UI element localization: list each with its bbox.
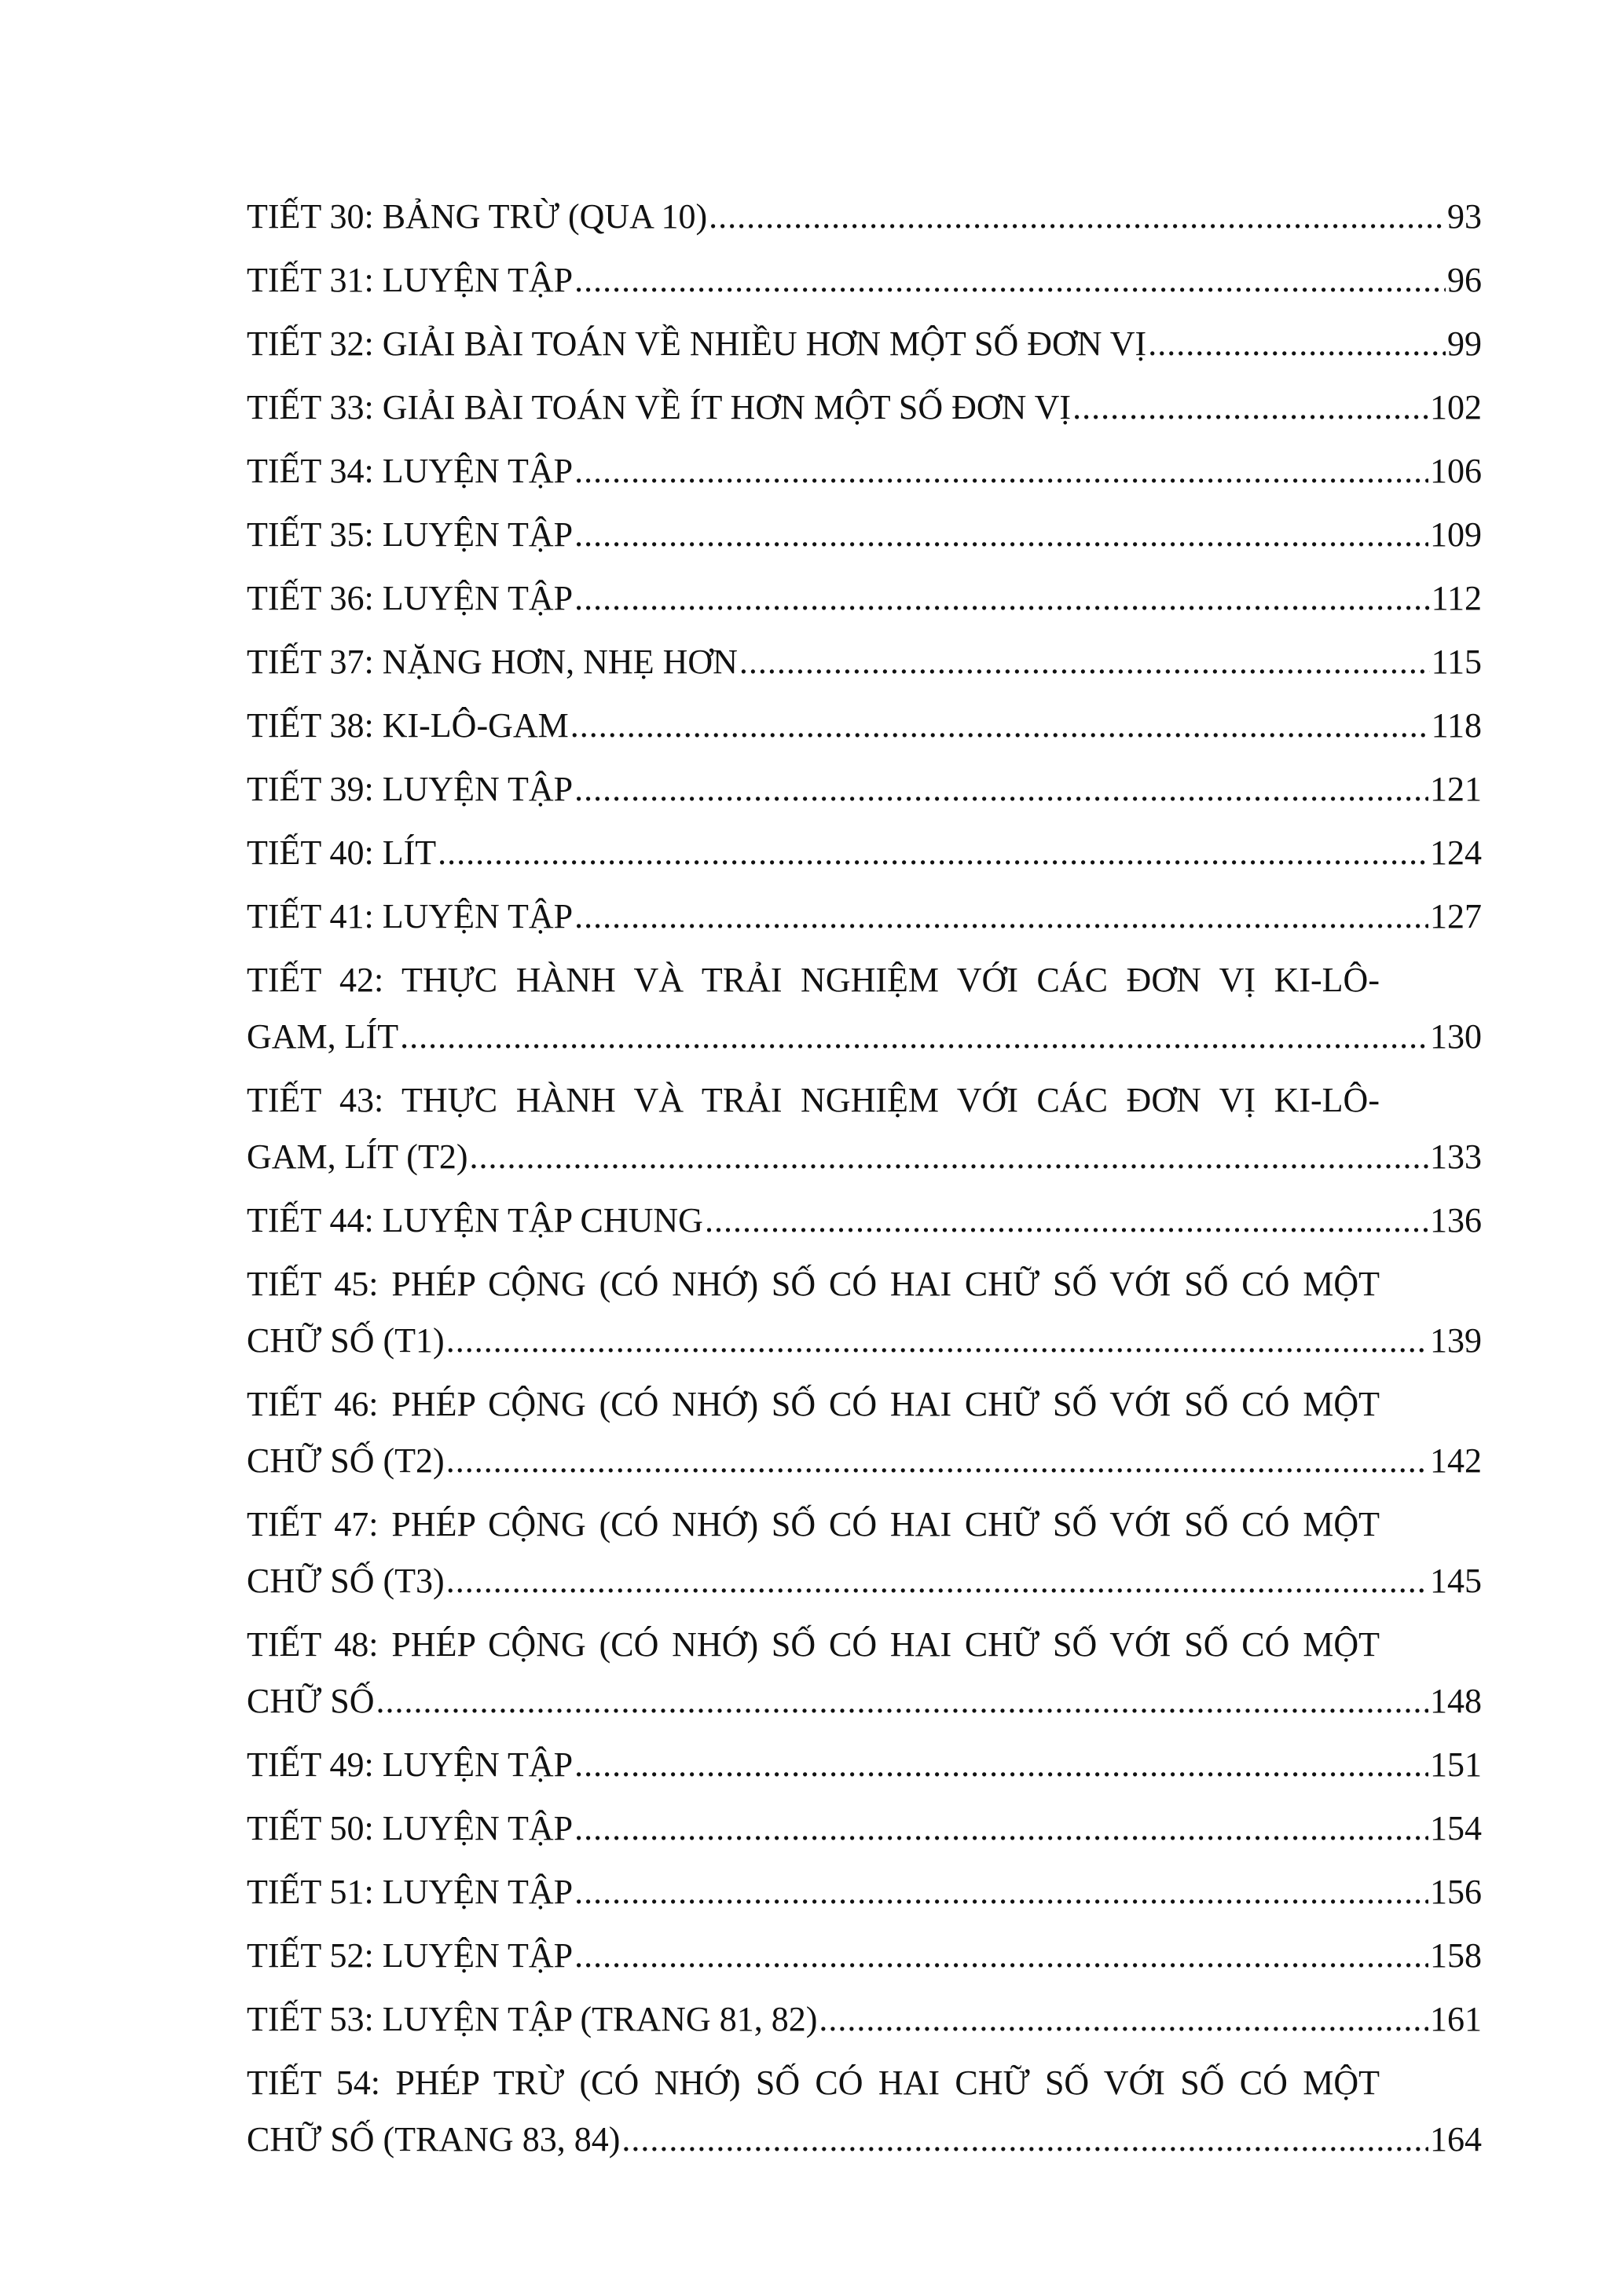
toc-entry[interactable] bbox=[247, 1262, 1482, 1363]
toc-entry-page: 156 bbox=[1430, 1873, 1482, 1911]
dot-leader bbox=[819, 1998, 1428, 2041]
dot-leader bbox=[574, 767, 1428, 811]
toc-entry-title: TIẾT 37: NẶNG HƠN, NHẸ HƠN bbox=[247, 643, 738, 681]
dot-leader bbox=[574, 449, 1428, 493]
toc-entry-title-line2: CHỮ SỐ (T3) bbox=[247, 1562, 445, 1600]
dot-leader bbox=[469, 1135, 1428, 1179]
toc-entry-title-line1: TIẾT 47: PHÉP CỘNG (CÓ NHỚ) SỐ CÓ HAI CHỮ SỐ VỚI SỐ CÓ MỘT bbox=[247, 1505, 1380, 1543]
toc-entry-page: 151 bbox=[1430, 1745, 1482, 1784]
dot-leader bbox=[376, 1679, 1428, 1723]
dot-leader bbox=[574, 1934, 1428, 1978]
toc-entry[interactable] bbox=[247, 2061, 1482, 2162]
toc-entry-title: TIẾT 44: LUYỆN TẬP CHUNG bbox=[247, 1201, 703, 1240]
toc-entry-page: 158 bbox=[1430, 1936, 1482, 1975]
toc-entry-title: TIẾT 49: LUYỆN TẬP bbox=[247, 1745, 574, 1784]
toc-entry-page: 109 bbox=[1430, 515, 1482, 554]
toc-entry-page: 136 bbox=[1430, 1201, 1482, 1240]
toc-entry-page: 115 bbox=[1431, 643, 1482, 681]
dot-leader bbox=[739, 640, 1430, 684]
toc-entry-title-line2: GAM, LÍT (T2) bbox=[247, 1137, 468, 1176]
toc-entry-title: TIẾT 40: LÍT bbox=[247, 833, 437, 872]
toc-entry[interactable] bbox=[247, 1807, 1482, 1851]
dot-leader bbox=[446, 1439, 1428, 1483]
toc-entry[interactable] bbox=[247, 1870, 1482, 1914]
toc-entry[interactable] bbox=[247, 1623, 1482, 1723]
toc-entry-page: 161 bbox=[1430, 2000, 1482, 2038]
toc-entry-title-line1: TIẾT 42: THỰC HÀNH VÀ TRẢI NGHIỆM VỚI CÁC ĐƠN VỊ KI-LÔ- bbox=[247, 961, 1380, 999]
dot-leader bbox=[446, 1559, 1428, 1603]
toc-entry[interactable] bbox=[247, 1743, 1482, 1787]
toc-entry-title-line1: TIẾT 54: PHÉP TRỪ (CÓ NHỚ) SỐ CÓ HAI CHỮ SỐ VỚI SỐ CÓ MỘT bbox=[247, 2063, 1380, 2102]
dot-leader bbox=[574, 513, 1428, 557]
toc-entry[interactable] bbox=[247, 386, 1482, 430]
toc-entry-title-line1: TIẾT 45: PHÉP CỘNG (CÓ NHỚ) SỐ CÓ HAI CHỮ SỐ VỚI SỐ CÓ MỘT bbox=[247, 1265, 1380, 1303]
toc-entry-page: 118 bbox=[1431, 706, 1482, 745]
toc-entry-page: 145 bbox=[1430, 1562, 1482, 1600]
toc-entry-title: TIẾT 36: LUYỆN TẬP bbox=[247, 579, 574, 617]
toc-entry[interactable] bbox=[247, 1199, 1482, 1243]
dot-leader bbox=[1072, 386, 1428, 430]
toc-entry[interactable] bbox=[247, 195, 1482, 239]
dot-leader bbox=[574, 577, 1430, 621]
toc-entry-page: 148 bbox=[1430, 1682, 1482, 1720]
toc-entry-title-line2: GAM, LÍT bbox=[247, 1017, 399, 1056]
toc-entry[interactable] bbox=[247, 577, 1482, 621]
dot-leader bbox=[1148, 322, 1446, 366]
toc-entry-page: 133 bbox=[1430, 1137, 1482, 1176]
toc-entry-page: 112 bbox=[1431, 579, 1482, 617]
toc-entry-title: TIẾT 50: LUYỆN TẬP bbox=[247, 1809, 574, 1847]
dot-leader bbox=[570, 704, 1430, 748]
toc-entry-title-line1: TIẾT 43: THỰC HÀNH VÀ TRẢI NGHIỆM VỚI CÁC ĐƠN VỊ KI-LÔ- bbox=[247, 1081, 1380, 1119]
toc-entry-page: 154 bbox=[1430, 1809, 1482, 1847]
toc-entry-title-line2: CHỮ SỐ (TRANG 83, 84) bbox=[247, 2120, 621, 2159]
toc-entry-page: 93 bbox=[1447, 197, 1482, 236]
toc-entry-title: TIẾT 32: GIẢI BÀI TOÁN VỀ NHIỀU HƠN MỘT SỐ ĐƠN VỊ bbox=[247, 324, 1147, 363]
toc-entry[interactable] bbox=[247, 1998, 1482, 2041]
toc-entry[interactable] bbox=[247, 831, 1482, 875]
dot-leader bbox=[574, 895, 1428, 939]
dot-leader bbox=[574, 1870, 1428, 1914]
toc-entry-page: 130 bbox=[1430, 1017, 1482, 1056]
toc-entry-title-line2: CHỮ SỐ bbox=[247, 1682, 375, 1720]
toc-entry-title: TIẾT 30: BẢNG TRỪ (QUA 10) bbox=[247, 197, 708, 236]
toc-entry-title-line2: CHỮ SỐ (T2) bbox=[247, 1441, 445, 1480]
toc-entry-title-line2: CHỮ SỐ (T1) bbox=[247, 1321, 445, 1360]
toc-entry-title: TIẾT 34: LUYỆN TẬP bbox=[247, 452, 574, 490]
toc-entry[interactable] bbox=[247, 449, 1482, 493]
toc-entry-title: TIẾT 51: LUYỆN TẬP bbox=[247, 1873, 574, 1911]
toc-entry-page: 121 bbox=[1430, 770, 1482, 808]
toc-entry[interactable] bbox=[247, 1078, 1482, 1179]
toc-entry-title: TIẾT 33: GIẢI BÀI TOÁN VỀ ÍT HƠN MỘT SỐ ĐƠN VỊ bbox=[247, 388, 1072, 427]
dot-leader bbox=[574, 1743, 1428, 1787]
toc-entry[interactable] bbox=[247, 895, 1482, 939]
toc-entry-title: TIẾT 35: LUYỆN TẬP bbox=[247, 515, 574, 554]
toc-entry-page: 124 bbox=[1430, 833, 1482, 872]
toc-entry-page: 127 bbox=[1430, 897, 1482, 936]
toc-entry[interactable] bbox=[247, 958, 1482, 1059]
dot-leader bbox=[574, 1807, 1428, 1851]
toc-entry[interactable] bbox=[247, 513, 1482, 557]
toc-entry-page: 99 bbox=[1447, 324, 1482, 363]
table-of-contents bbox=[247, 195, 1482, 2181]
toc-entry[interactable] bbox=[247, 322, 1482, 366]
toc-entry-page: 164 bbox=[1430, 2120, 1482, 2159]
toc-entry-title: TIẾT 38: KI-LÔ-GAM bbox=[247, 706, 569, 745]
toc-entry-title-line1: TIẾT 48: PHÉP CỘNG (CÓ NHỚ) SỐ CÓ HAI CHỮ SỐ VỚI SỐ CÓ MỘT bbox=[247, 1625, 1380, 1664]
dot-leader bbox=[709, 195, 1446, 239]
toc-entry-page: 96 bbox=[1447, 261, 1482, 299]
dot-leader bbox=[705, 1199, 1428, 1243]
toc-entry[interactable] bbox=[247, 1382, 1482, 1483]
toc-entry-page: 102 bbox=[1430, 388, 1482, 427]
toc-entry[interactable] bbox=[247, 640, 1482, 684]
dot-leader bbox=[621, 2118, 1428, 2162]
toc-entry-title: TIẾT 41: LUYỆN TẬP bbox=[247, 897, 574, 936]
dot-leader bbox=[400, 1015, 1428, 1059]
toc-entry-page: 142 bbox=[1430, 1441, 1482, 1480]
dot-leader bbox=[574, 258, 1446, 302]
toc-entry[interactable] bbox=[247, 704, 1482, 748]
toc-entry-page: 106 bbox=[1430, 452, 1482, 490]
toc-entry-title: TIẾT 39: LUYỆN TẬP bbox=[247, 770, 574, 808]
dot-leader bbox=[438, 831, 1428, 875]
toc-entry[interactable] bbox=[247, 258, 1482, 302]
dot-leader bbox=[446, 1319, 1428, 1363]
toc-entry-title: TIẾT 52: LUYỆN TẬP bbox=[247, 1936, 574, 1975]
toc-entry[interactable] bbox=[247, 1503, 1482, 1603]
toc-entry-page: 139 bbox=[1430, 1321, 1482, 1360]
toc-entry-title-line1: TIẾT 46: PHÉP CỘNG (CÓ NHỚ) SỐ CÓ HAI CHỮ SỐ VỚI SỐ CÓ MỘT bbox=[247, 1385, 1380, 1423]
toc-entry-title: TIẾT 31: LUYỆN TẬP bbox=[247, 261, 574, 299]
toc-entry[interactable] bbox=[247, 1934, 1482, 1978]
toc-entry-title: TIẾT 53: LUYỆN TẬP (TRANG 81, 82) bbox=[247, 2000, 818, 2038]
toc-entry[interactable] bbox=[247, 767, 1482, 811]
